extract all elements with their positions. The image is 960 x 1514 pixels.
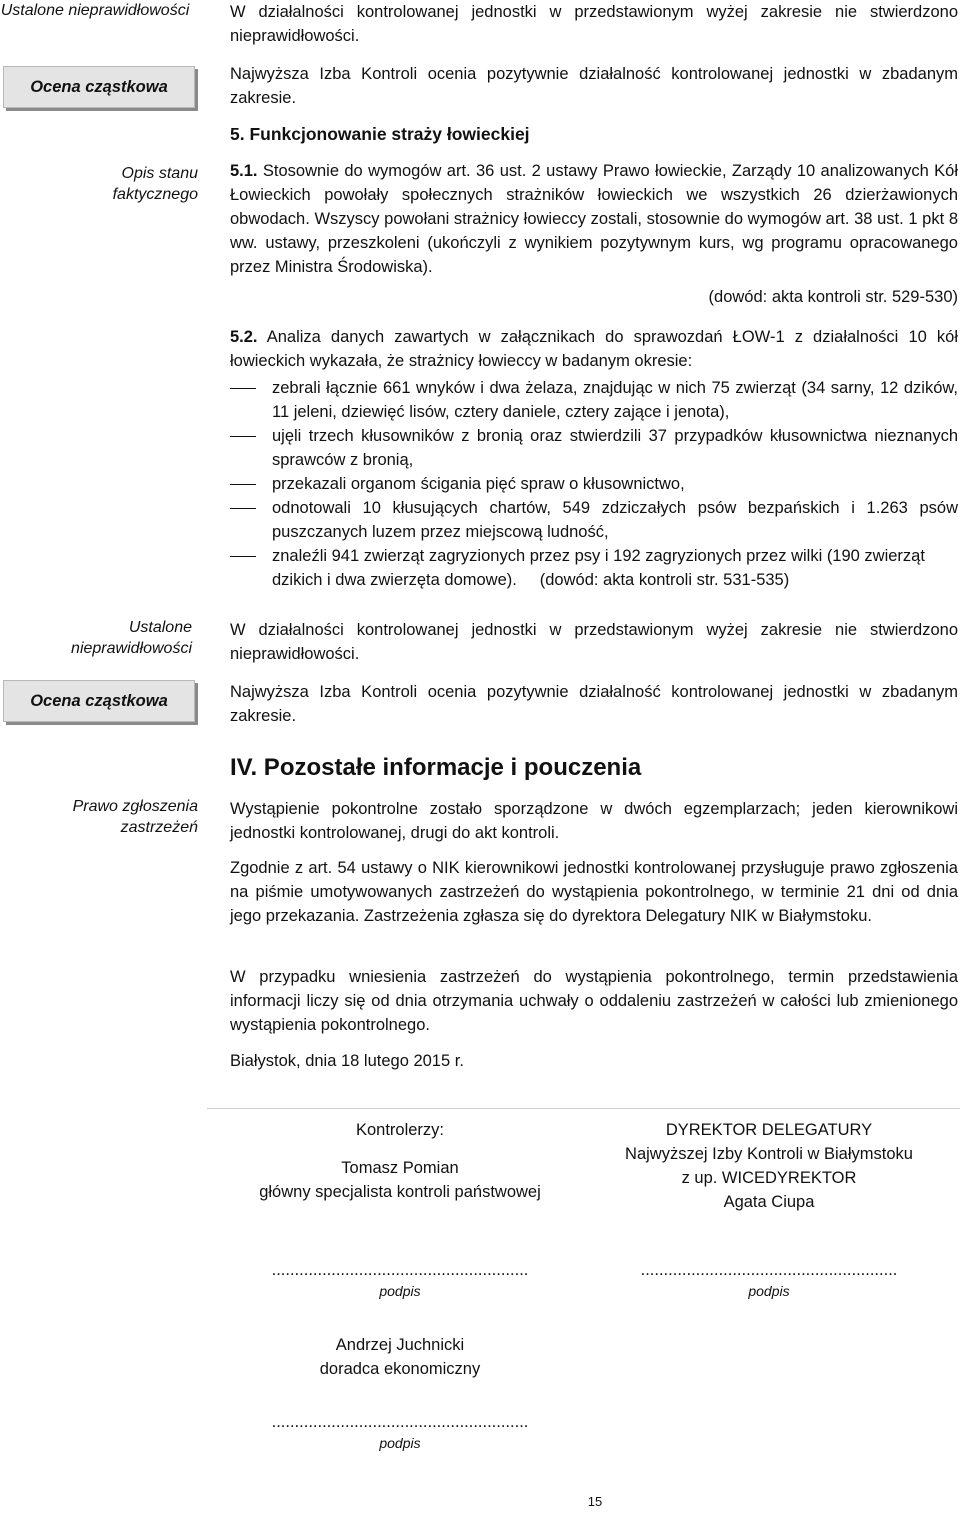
irregularities-paragraph: W działalności kontrolowanej jednostki w przedstawionym wyżej zakresie nie stwierdzono nieprawidłowości.: [230, 621, 958, 663]
signature-label: podpis: [748, 1283, 790, 1299]
list-item: znaleźli 941 zwierząt zagryzionych przez psy i 192 zagryzionych przez wilki (190 zwierząt dzikich i dwa zwierzęta domowe). (dowód: akta kontroli str. 531-535): [230, 544, 958, 592]
findings-list: [230, 376, 958, 592]
controller-1-name: Tomasz Pomian: [341, 1159, 459, 1177]
divider: [207, 1108, 960, 1109]
top-assessment-paragraph: Najwyższa Izba Kontroli ocenia pozytywnie działalność kontrolowanej jednostki w zbadanym zakresie.: [230, 65, 958, 107]
section-iv-heading: IV. Pozostałe informacje i pouczenia: [230, 754, 642, 781]
list-item: zebrali łącznie 661 wnyków i dwa żelaza, znajdując w nich 75 zwierząt (34 sarny, 12 dzików, 11 jeleni, dziewięć lisów, cztery daniele, cztery zające i jenota),: [230, 376, 958, 424]
section-5-2-evidence: (dowód: akta kontroli str. 531-535): [539, 571, 790, 589]
section-5-heading: 5. Funkcjonowanie straży łowieckiej: [230, 124, 530, 144]
controller-2-role: doradca ekonomiczny: [319, 1360, 481, 1378]
top-irregularities-paragraph: W działalności kontrolowanej jednostki w przedstawionym wyżej zakresie nie stwierdzono nieprawidłowości.: [230, 3, 958, 45]
list-item: ujęli trzech kłusowników z bronią oraz stwierdzili 37 przypadków kłusownictwa nieznanych sprawców z bronią,: [230, 424, 958, 472]
controller-2-name: Andrzej Juchnicki: [335, 1336, 465, 1354]
director-signature: [590, 1258, 948, 1300]
section-5-2-number: 5.2.: [230, 328, 258, 346]
controllers-label: Kontrolerzy:: [355, 1121, 445, 1139]
page-number: 15: [587, 1494, 603, 1509]
sidebar-found-irregularities-2: Ustalone nieprawidłowości: [71, 619, 192, 657]
section-5-1-paragraph: [230, 159, 958, 279]
list-item: odnotowali 10 kłusujących chartów, 549 zdziczałych psów bezpańskich i 1.263 psów puszczanych luzem przez miejscową ludność,: [230, 496, 958, 544]
controller-1-signature: [220, 1258, 580, 1300]
signature-line: ........................................................: [271, 1413, 529, 1431]
sidebar-partial-assessment-2: Ocena cząstkowa: [3, 680, 195, 722]
director-name: Agata Ciupa: [723, 1193, 815, 1211]
list-item: przekazali organom ścigania pięć spraw o kłusownictwo,: [230, 472, 958, 496]
director-deputy: z up. WICEDYREKTOR: [681, 1169, 857, 1187]
controllers-block: [220, 1118, 580, 1204]
section-5-2-intro: [230, 325, 958, 373]
signature-line: ........................................................: [271, 1261, 529, 1279]
sidebar-state-description: Opis stanu faktycznego: [112, 165, 198, 203]
director-block: [590, 1118, 948, 1214]
controller-1-role: główny specjalista kontroli państwowej: [259, 1183, 541, 1201]
signature-line: ........................................................: [640, 1261, 898, 1279]
objections-paragraph: Zgodnie z art. 54 ustawy o NIK kierownikowi jednostki kontrolowanej przysługuje prawo zgłoszenia na piśmie umotywowanych zastrzeżeń do wystąpienia pokontrolnego, w terminie 21 dni od dnia jego przekazania. Zastrzeżenia zgłasza się do dyrektora Delegatury NIK w Białymstoku.: [230, 859, 958, 925]
sidebar-right-to-objections: Prawo zgłoszenia zastrzeżeń: [72, 798, 198, 836]
sidebar-partial-assessment-1: Ocena cząstkowa: [3, 66, 195, 108]
section-5-1-evidence: (dowód: akta kontroli str. 529-530): [708, 288, 958, 306]
sidebar-found-irregularities-1: Ustalone nieprawidłowości: [0, 2, 190, 19]
assessment-paragraph: Najwyższa Izba Kontroli ocenia pozytywnie działalność kontrolowanej jednostki w zbadanym zakresie.: [230, 683, 958, 725]
deadline-paragraph: W przypadku wniesienia zastrzeżeń do wystąpienia pokontrolnego, termin przedstawienia informacji liczy się od dnia otrzymania uchwały o oddaleniu zastrzeżeń w całości lub zmienionego wystąpienia pokontrolnego.: [230, 968, 958, 1034]
director-org: Najwyższej Izby Kontroli w Białymstoku: [625, 1145, 913, 1163]
controller-2-block: [220, 1333, 580, 1381]
signature-label: podpis: [379, 1283, 421, 1299]
director-title: DYREKTOR DELEGATURY: [665, 1121, 873, 1139]
section-5-2-text: Analiza danych zawartych w załącznikach do sprawozdań ŁOW-1 z działalności 10 kół łowieckich wykazała, że strażnicy łowieccy w badanym okresie:: [230, 328, 958, 370]
controller-2-signature: [220, 1410, 580, 1452]
section-5-1-number: 5.1.: [230, 162, 258, 180]
section-5-1-text: Stosownie do wymogów art. 36 ust. 2 ustawy Prawo łowieckie, Zarządy 10 analizowanych Kół Łowieckich powołały społecznych strażników łowieckich we wszystkich 26 dzierżawionych obwodach. Wszyscy powołani strażnicy łowieccy zostali, stosownie do wymogów art. 38 ust. 1 pkt 8 ww. ustawy, przeszkoleni (ukończyli z wynikiem pozytywnym kurs, wg programu opracowanego przez Ministra Środowiska).: [230, 162, 958, 276]
copies-paragraph: Wystąpienie pokontrolne zostało sporządzone w dwóch egzemplarzach; jeden kierownikowi jednostki kontrolowanej, drugi do akt kontroli.: [230, 800, 958, 842]
place-date: Białystok, dnia 18 lutego 2015 r.: [230, 1052, 464, 1070]
signature-label: podpis: [379, 1435, 421, 1451]
